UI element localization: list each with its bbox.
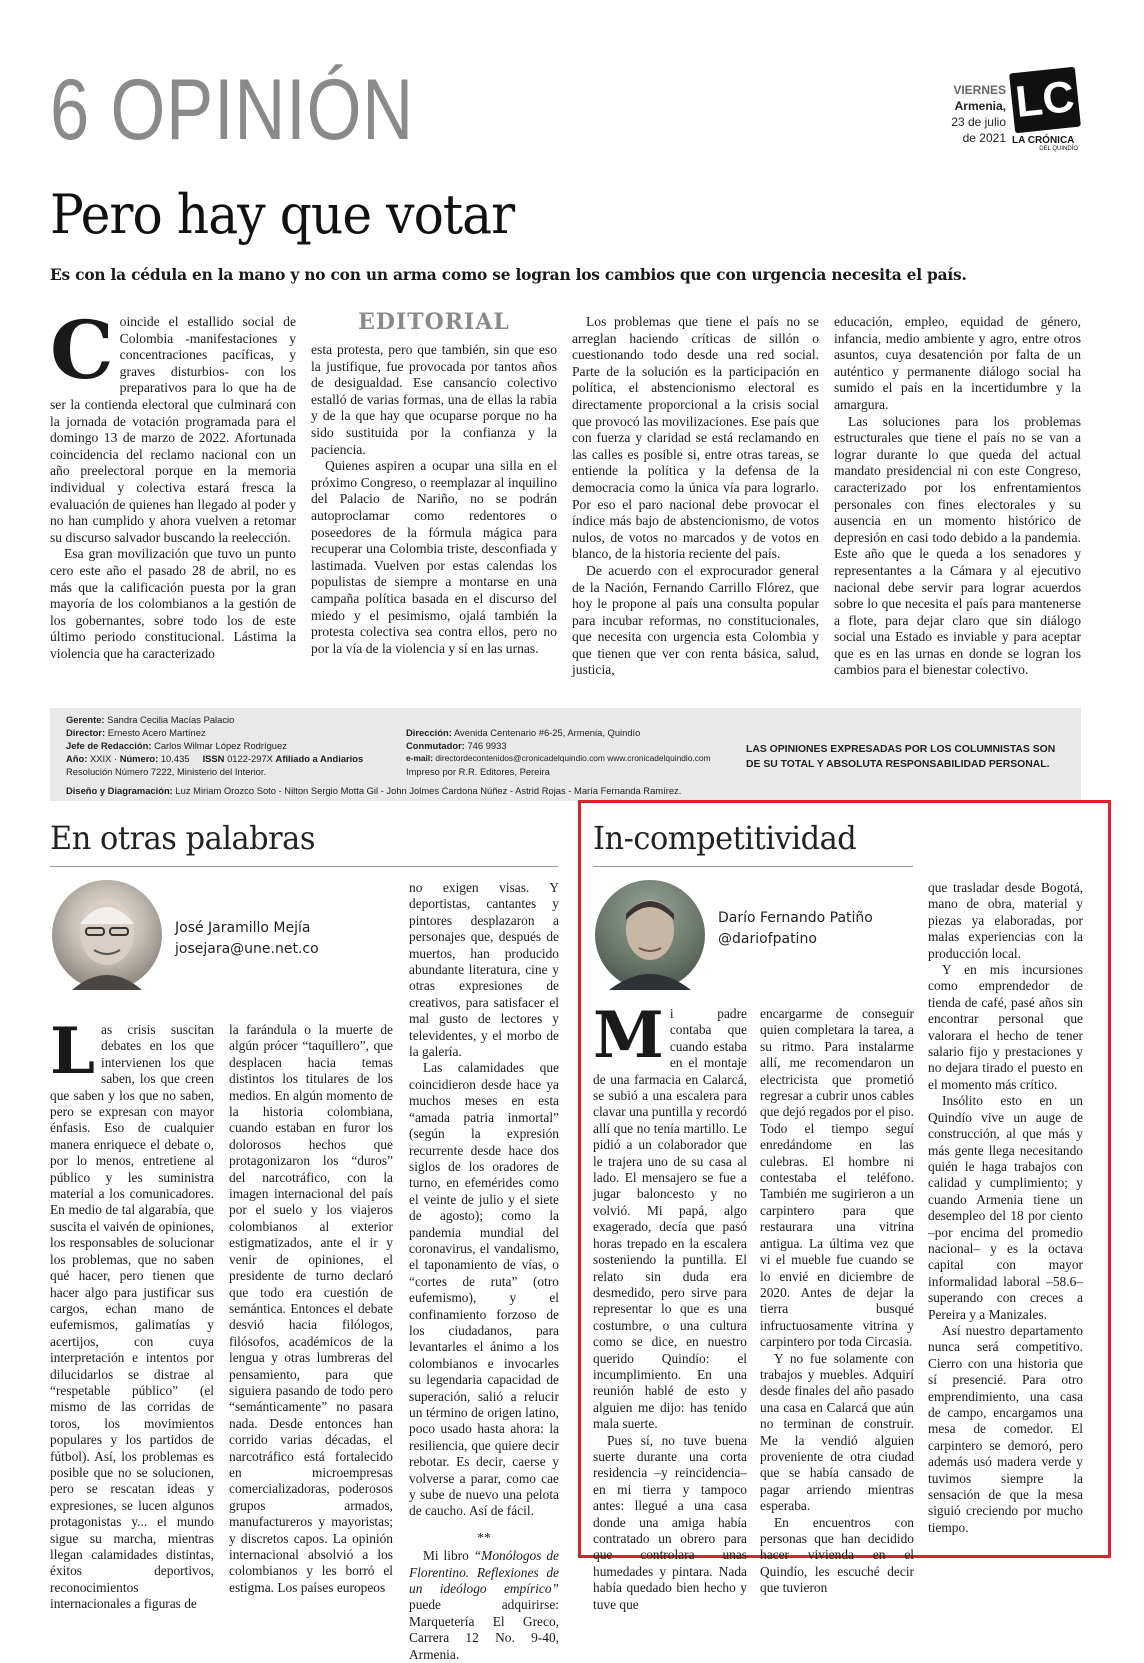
author-photo [52, 880, 162, 990]
credit-label: Número: [119, 753, 159, 764]
editorial-column-3 [572, 314, 819, 686]
author-email: josejara@une.net.co [175, 941, 319, 957]
issue-date-line2: de 2021 [962, 131, 1006, 145]
author-photo [595, 880, 705, 990]
separator-stars: ** [477, 1529, 491, 1545]
portrait-illustration [52, 880, 162, 990]
column-left-text-1 [50, 1014, 214, 1612]
column-title: In-competitividad [593, 819, 857, 857]
credit-label: Conmutador: [406, 740, 465, 751]
editorial-paragraph: Esa gran movilización que tuvo un punto cero este año el pasado 28 de abril, no es más que la calificación puesta por la gran mayoría de los colombianos a la gestión de los gobernantes, sobre todo los de este último periodo constitucional. Lástima la violencia que ha caracterizado [50, 546, 296, 661]
editorial-column-1 [50, 303, 296, 686]
editorial-paragraph: esta protesta, pero que también, sin que eso la justifique, fue provocada por tantos años de desigualdad. Ese cansancio colectivo estalló de varias formas, una de ellas la rabia y de la que hay que ocuparse porque no ha sido sustituida por la confianza y la paciencia. [311, 342, 557, 457]
editorial-paragraph: Los problemas que tiene el país no se arreglan haciendo críticas de sillón o cuestionando todo desde una red social. Parte de la solución es la participación en política, el abstencionismo electoral es directamente proporcional a la crisis social que provocó las movilizaciones. Ese país que con fuerza y claridad se está reclamando en las calles es posible si, entre otras tareas, se entiende la política y la defensa de la democracia como la única vía para lograrlo. Por eso el paro nacional debe provocar el índice más bajo de abstencionismo, de votos nulos, de votos no marcados y de votos en blanco, de la historia reciente del país. [572, 314, 819, 562]
author-handle: @dariofpatino [718, 931, 817, 947]
column-paragraph: Pues sí, no tuve buena suerte durante una corta residencia –y reincidencia– en mi tierra y tampoco antes: llegué a una casa donde una amiga había contratado un obrero para que controlara unas humedades y pintara. Nada había quedado bien hecho y tuve que [593, 1432, 747, 1612]
editorial-deck: Es con la cédula en la mano y no con un arma como se logran los cambios que con urgencia necesita el país. [50, 266, 967, 284]
editorial-column-2 [311, 342, 557, 686]
credit-value: Ernesto Acero Martínez [107, 727, 206, 738]
editorial-paragraph: Quienes aspiren a ocupar una silla en el próximo Congreso, o reemplazar al inquilino del Palacio de Nariño, no se podrán autoproclamar como redentores o poseedores de la fórmula mágica para recuperar una Colombia triste, desconfiada y lastimada. Vuelven por estas calendas los populistas de siempre a montarse en una campaña política basada en el discurso del miedo y el pesimismo, ojalá también la protesta colectiva sea contra ellos, pero no por la vía de la violencia y sí en las urnas. [311, 458, 557, 656]
column-paragraph: En encuentros con personas que han decidido hacer vivienda en el Quindío, les escuché decir que tuvieron [760, 1514, 914, 1596]
disclaimer-line: LAS OPINIONES EXPRESADAS POR LOS COLUMNISTAS SON [746, 744, 1056, 755]
credit-label: Gerente: [66, 714, 105, 725]
editorial-paragraph: De acuerdo con el exprocurador general de la Nación, Fernando Carrillo Flórez, que hoy le propone al país una consulta popular para incubar reformas, no constitucionales, que necesita con urgencia esta Colombia y que tienen que ver con renta básica, salud, justicia, [572, 562, 819, 678]
page-number: 6 [50, 62, 91, 158]
column-paragraph: no exigen visas. Y deportistas, cantantes y pintores desplazaron a personajes que, después de muertos, han producido abundante literatura, cine y otras expresiones de creativos, para satisfacer el mal gusto de lectores y televidentes, y el morbo de la galería. [409, 880, 559, 1060]
issue-date-line1: 23 de julio [951, 115, 1006, 129]
book-title: “Monólogos de Florentino. Reflexiones de un ideólogo empírico” [409, 1548, 559, 1597]
column-paragraph: as crisis suscitan debates en los que intervienen los que saben, los que creen que saben y los que no saben, pero se expresan con mayor énfasis. Eso de cualquier manera enriquece el debate o, por lo menos, entretiene al público y les suministra material a los comunicadores. En medio de tal algarabía, que suscita el vaivén de opiniones, los responsables de solucionar los problemas, que no saben qué hacer, pero tienen que hacer algo para justificar sus cargos, echan mano de eufemismos, galimatías y acertijos, con cuya interpretación e intentos por dilucidarlos se distrae al “respetable público” (el mismo de las corridas de toros, los movimientos populares y los partidos de fútbol). Así, los problemas es posible que no se solucionen, pero se rescatan ideas y expresiones, se lucen algunos protagonistas y... el mundo sigue su marcha, mientras llegan calamidades distintas, éxitos deportivos, reconocimientos internacionales a figuras de [50, 1022, 214, 1612]
editorial-paragraph: oincide el estallido social de Colombia -manifestaciones y concentraciones pacíficas, y graves disturbios- con los preparativos para lo que ha de ser la contienda electoral que culminará con la jornada de votación programada para el domingo 13 de marzo de 2022. Afortunada coincidencia del reclamo nacional con un año preelectoral porque en la memoria individual y colectiva estará fresca la evaluación de quienes han llegado al poder y no han cumplido y ahora vuelven a retomar su discurso salvador buscando la reelección. [50, 314, 296, 545]
credit-value: Luz Miriam Orozco Soto - Nilton Sergio Motta Gil - John Jolmes Cardona Núñez - Astrid Rojas - María Fernanda Ramírez. [175, 785, 682, 796]
credits-design [66, 784, 1066, 797]
title-underline [593, 866, 913, 867]
credit-label: Año: [66, 753, 88, 764]
credit-value: Sandra Cecilia Macías Palacio [107, 714, 235, 725]
logo-name: LA CRÓNICA [1012, 135, 1075, 146]
portrait-illustration [595, 880, 705, 990]
author-name: José Jaramillo Mejía [175, 920, 311, 936]
issue-city: Armenia, [954, 99, 1006, 113]
column-paragraph: encargarme de conseguir quien completara la tarea, a su ritmo. Para instalarme allí, me recomendaron un electricista que prometió regresar a cubrir unos cables que dejó regados por el piso. Todo el tiempo seguí enredándome en las culebras. El hombre ni contestaba el teléfono. También me sugirieron a un carpintero para que restaurara una vitrina antigua. La última vez que vi el mueble fue cuando se lo envié en diciembre de 2020. Antes de dejar la tierra busqué infructuosamente vitrina y carpintero por toda Circasia. [760, 1006, 914, 1350]
credit-value: Impreso por R.R. Editores, Pereira [406, 766, 550, 777]
credit-value: directordecontenidos@cronicadelquindio.com www.cronicadelquindio.com [435, 753, 711, 763]
column-paragraph: que trasladar desde Bogotá, mano de obra, material y piezas ya elaboradas, por malas experiencias con la producción local. [928, 880, 1083, 961]
column-paragraph: puede adquirirse: Marquetería El Greco, Carrera 12 No. 9-40, Armenia. [409, 1597, 559, 1662]
editorial-headline: Pero hay que votar [50, 183, 515, 246]
column-title: En otras palabras [50, 819, 315, 857]
credit-value: 0122-297X [227, 753, 273, 764]
credit-value: Avenida Centenario #6-25, Armenia, Quindío [453, 727, 641, 738]
column-paragraph: Las calamidades que coincidieron desde hace ya muchos meses en esta “amada patria inmortal” (según la expresión recurrente desde hace dos siglos de los oradores de turno, en efemérides como el veinte de julio y el siete de agosto); como la pandemia mundial del coronavirus, el vandalismo, el taponamiento de vías, o “cortes de ruta” (otro eufemismo), y el confinamiento forzoso de los ciudadanos, para levantarles el ánimo a los colombianos e invocarles su legendaria capacidad de superación, salió a relucir un término de origen latino, poco usado hasta ahora: la resiliencia, que quiere decir rebotar. Es decir, caerse y volverse a parar, como cae y sube de nuevo una pelota de caucho. Así de fácil. [409, 1060, 559, 1519]
column-paragraph: Mi libro [423, 1548, 474, 1564]
credit-value: Afiliado a Andiarios [275, 753, 364, 764]
credit-label: Jefe de Redacción: [66, 740, 152, 751]
column-dropcap: L [50, 1014, 95, 1089]
column-paragraph: Y en mis incursiones como emprendedor de tienda de café, pasé años sin encontrar personal que valorara el hecho de tener salario fijo y prestaciones y no dejara tirado el puesto en el momento más crítico. [928, 962, 1083, 1092]
column-paragraph: la farándula o la muerte de algún prócer “taquillero”, que desplacen hacia temas distintos los titulares de los medios. En algún momento de la historia colombiana, cuando estaban en furor los dolorosos hechos que protagonizaron los “duros” del narcotráfico, con la imagen internacional del país por el suelo y los viajeros colombianos al exterior estigmatizados, ante el ir y venir de opiniones, el presidente de turno declaró que todo era cuestión de semántica. Entonces el debate desvió hacia filólogos, filósofos, académicos de la lengua y otras lumbreras del pensamiento, para que siguiera pasando de todo pero “semánticamente” no pasara nada. Desde entonces han corrido varias décadas, el narcotráfico está fortalecido en microempresas comercializadoras, poderosos grupos armados, manufactureros y mayoristas; y discretos capos. La opinión internacional absolvió a los colombianos y les borró el estigma. Los países europeos [229, 1022, 393, 1595]
issue-date [951, 82, 1006, 146]
newspaper-logo [1012, 70, 1084, 160]
credits-disclaimer [746, 742, 1076, 772]
author-info [718, 908, 873, 950]
credit-label: ISSN [202, 753, 225, 764]
disclaimer-line: DE SU TOTAL Y ABSOLUTA RESPONSABILIDAD PERSONAL. [746, 759, 1050, 770]
credits-middle [406, 726, 736, 778]
credit-label: e-mail: [406, 753, 433, 763]
credit-label: Dirección: [406, 727, 452, 738]
editorial-column-4 [834, 314, 1081, 686]
column-left-text-3 [409, 880, 559, 1662]
author-info [175, 918, 319, 960]
column-paragraph: Insólito esto en un Quindío vive un auge de construcción, al que más y más gente llega necesitando quién le haga trabajos con calidad y cumplimiento; y cuando Armenia tiene un desempleo del 18 por ciento –por encima del promedio nacional– y es la octava capital con mayor informalidad laboral –58.6– superando con creces a Pereira y a Manizales. [928, 1093, 1083, 1322]
column-right-text-2 [760, 1006, 914, 1596]
author-name: Darío Fernando Patiño [718, 910, 873, 926]
column-left-text-2 [229, 1022, 393, 1595]
credit-value: 746 9933 [467, 740, 507, 751]
section-name: OPINIÓN [110, 62, 415, 158]
section-heading [50, 62, 414, 158]
logo-sub: DEL QUINDÍO [1039, 146, 1078, 152]
column-paragraph: Así nuestro departamento nunca será competitivo. Cierro con una historia que sí presencié. Para otro emprendimiento, una casa de campo, encargamos una mesa de comedor. El carpintero se demoró, pero además usó madera verde y tuvimos siempre la sensación de que la mesa siguió creciendo por mucho tiempo. [928, 1322, 1083, 1535]
credit-value: Resolución Número 7222, Ministerio del Interior. [66, 766, 267, 777]
issue-day: VIERNES [953, 83, 1006, 97]
editorial-label: EDITORIAL [358, 309, 510, 335]
staff-credits-box [50, 708, 1081, 801]
credit-label: Director: [66, 727, 106, 738]
credit-value: 10.435 [160, 753, 190, 764]
column-right-text-3 [928, 880, 1083, 1542]
editorial-dropcap: C [50, 303, 114, 397]
column-dropcap: M [593, 998, 664, 1073]
column-paragraph: i padre contaba que cuando estaba en el montaje de una farmacia en Calarcá, se subió a una escalera para clavar una puntilla y recordó allí que no tenía martillo. Le pidió a un colaborador que le trajera uno de su casa al lado. El mensajero se fue a jugar baloncesto y no volvió. Mi papá, algo exagerado, decía que pasó horas trepado en la escalera sosteniendo la puntilla. El relato sin duda era desmedido, pero sirve para representar lo que es una costumbre, o una cultura como se dice, en nuestro querido Quindío: el incumplimiento. En una reunión hablé de esto y alguien me dijo: has tenido mala suerte. [593, 1006, 747, 1432]
title-underline [50, 866, 558, 867]
editorial-paragraph: educación, empleo, equidad de género, infancia, medio ambiente y agro, entre otros asuntos, cuya desatención por falta de un auténtico y permanente diálogo social ha sumido el país en la incertidumbre y la amargura. [834, 314, 1081, 412]
column-paragraph: Y no fue solamente con trabajos y muebles. Adquirí desde finales del año pasado una casa en Calarcá que aún no terminan de construir. Me la vendió alguien proveniente de otra ciudad que se había cansado de pagar arriendo mientras esperaba. [760, 1350, 914, 1514]
credit-value: Carlos Wilmar López Rodríguez [154, 740, 287, 751]
editorial-paragraph: Las soluciones para los problemas estructurales que tiene el país no se van a lograr durante lo que queda del actual mandato presidencial ni con este Congreso, caracterizado por los enfrentamientos personales con fines electorales y su ausencia en un momento histórico de depresión en casi todo debido a la pandemia. Este año que le queda a los senadores y representantes a la Cámara y al ejecutivo nacional debe servir para lograr acuerdos sobre lo que necesita el país para mantenerse a flote, para dejar claro que sin diálogo social una Estado es inviable y para aceptar que es en las urnas en donde se logran los cambios para el bienestar colectivo. [834, 413, 1081, 678]
credit-value: XXIX [89, 753, 112, 764]
column-right-text-1 [593, 998, 747, 1612]
credits-left: Gerente: Sandra Cecilia Macías Palacio Director: Ernesto Acero Martínez Jefe de Redacción: Carlos Wilmar López Rodríguez Año: XXIX · Número: 10.435 ISSN 0122-297X Afiliado a Andiarios Resolución Número 7222, Ministerio del Interior. [66, 713, 406, 778]
credit-label: Diseño y Diagramación: [66, 785, 173, 796]
logo-mark: LC [1009, 67, 1081, 134]
